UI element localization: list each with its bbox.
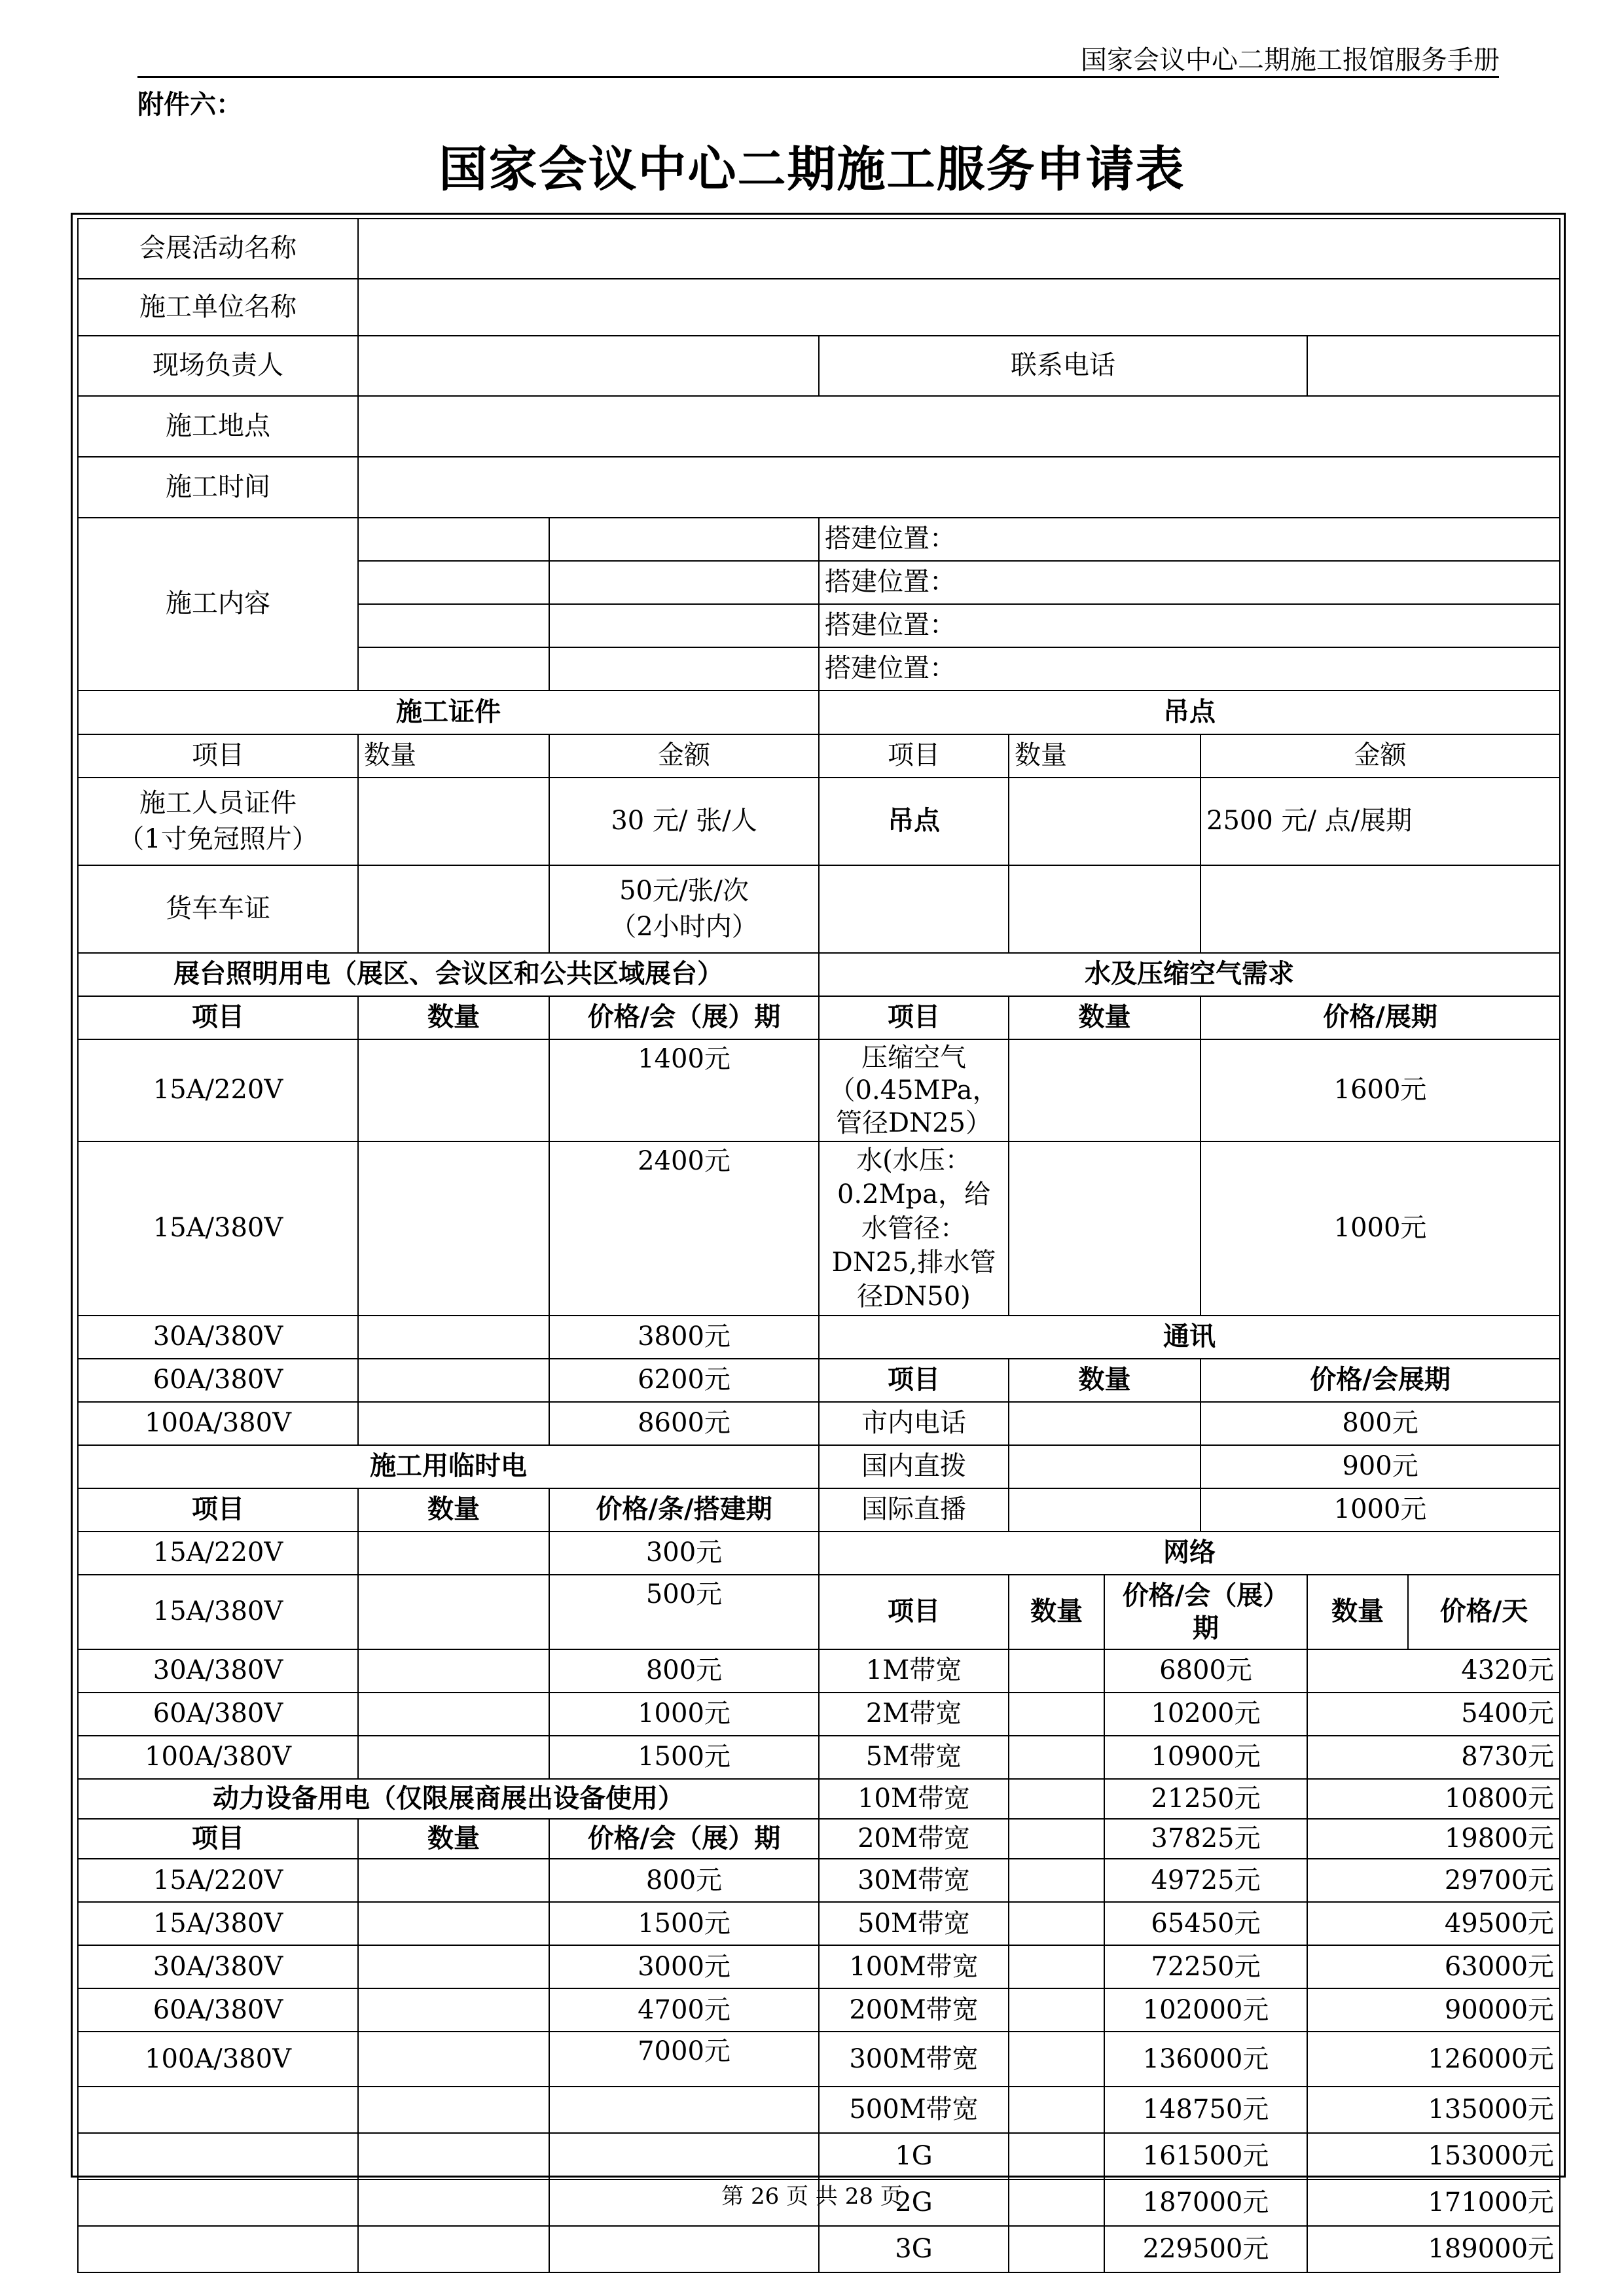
booth-power-item: 60A/380V xyxy=(78,1359,358,1402)
input-time[interactable] xyxy=(358,457,1560,518)
network-qty[interactable] xyxy=(1009,2226,1104,2272)
temp-power-col-price: 价格/条/搭建期 xyxy=(549,1488,819,1532)
table-row xyxy=(78,1779,1560,1819)
equipment-power-qty[interactable] xyxy=(358,1988,549,2032)
telecom-qty[interactable] xyxy=(1009,1402,1200,1445)
row-content-1 xyxy=(78,518,1560,561)
water-air-item-line1: 水(水压：0.2Mpa，给 xyxy=(837,1145,991,1210)
equipment-power-price: 3000元 xyxy=(549,1945,819,1988)
equipment-power-qty[interactable] xyxy=(358,2032,549,2087)
equipment-power-price: 4700元 xyxy=(549,1988,819,2032)
network-price-day: 29700元 xyxy=(1307,1859,1560,1902)
temp-power-qty[interactable] xyxy=(358,1532,549,1575)
booth-power-price: 8600元 xyxy=(549,1402,819,1445)
label-site-manager: 现场负责人 xyxy=(78,336,358,396)
temp-power-qty[interactable] xyxy=(358,1575,549,1649)
permits-col-amount: 金额 xyxy=(549,734,819,778)
equipment-power-col-qty: 数量 xyxy=(358,1819,549,1859)
network-price-event: 229500元 xyxy=(1104,2226,1307,2272)
booth-power-qty[interactable] xyxy=(358,1141,549,1316)
application-form-table xyxy=(77,218,1561,2273)
table-row xyxy=(78,1988,1560,2032)
input-site-manager[interactable] xyxy=(358,336,819,396)
label-phone: 联系电话 xyxy=(819,336,1307,396)
temp-power-item: 15A/220V xyxy=(78,1532,358,1575)
water-air-item xyxy=(819,1141,1009,1316)
temp-power-qty[interactable] xyxy=(358,1736,549,1779)
table-row xyxy=(78,2032,1560,2087)
water-air-item-line1: 压缩空气（0.45MPa， xyxy=(829,1043,999,1105)
table-row xyxy=(78,1693,1560,1736)
row-booth-power-header xyxy=(78,996,1560,1039)
network-price-day: 10800元 xyxy=(1307,1779,1560,1819)
permit-staff-amount: 30 元/ 张/人 xyxy=(549,778,819,865)
network-qty[interactable] xyxy=(1009,1988,1104,2032)
network-item: 500M带宽 xyxy=(819,2087,1009,2133)
hoist-empty-qty[interactable] xyxy=(1009,865,1200,953)
temp-power-title: 施工用临时电 xyxy=(78,1445,819,1488)
water-air-item-line2: 水管径：DN25,排水管 xyxy=(831,1213,996,1278)
input-company-name[interactable] xyxy=(358,279,1560,336)
table-row xyxy=(78,1039,1560,1141)
network-col-qty2: 数量 xyxy=(1308,1575,1409,1649)
row-event-name xyxy=(78,219,1560,279)
row-site-manager xyxy=(78,336,1560,396)
water-air-title: 水及压缩空气需求 xyxy=(819,953,1560,996)
label-location: 施工地点 xyxy=(78,396,358,457)
network-price-day: 153000元 xyxy=(1307,2133,1560,2179)
equipment-power-price: 7000元 xyxy=(549,2032,819,2087)
input-content-1a[interactable] xyxy=(358,518,549,561)
network-item: 300M带宽 xyxy=(819,2032,1009,2087)
water-air-col-price: 价格/展期 xyxy=(1200,996,1560,1039)
temp-power-item: 30A/380V xyxy=(78,1649,358,1693)
table-row xyxy=(78,1532,1560,1575)
water-air-col-qty: 数量 xyxy=(1009,996,1200,1039)
booth-power-item: 15A/220V xyxy=(78,1039,358,1141)
input-content-3b[interactable] xyxy=(549,604,819,647)
water-air-item-line2: 管径DN25） xyxy=(836,1108,992,1138)
empty-cell[interactable] xyxy=(358,2087,549,2133)
network-price-day: 135000元 xyxy=(1307,2087,1560,2133)
network-item: 50M带宽 xyxy=(819,1902,1009,1945)
network-col-qty: 数量 xyxy=(1009,1575,1104,1649)
water-air-col-item: 项目 xyxy=(819,996,1009,1039)
equipment-power-qty[interactable] xyxy=(358,1902,549,1945)
network-item: 30M带宽 xyxy=(819,1859,1009,1902)
permit-truck-amount xyxy=(549,865,819,953)
permit-staff-item-line2: （1寸免冠照片） xyxy=(118,824,318,854)
row-permit-staff xyxy=(78,778,1560,865)
temp-power-price: 1000元 xyxy=(549,1693,819,1736)
table-row xyxy=(78,1902,1560,1945)
label-event-name: 会展活动名称 xyxy=(78,219,358,279)
equipment-power-price: 1500元 xyxy=(549,1902,819,1945)
temp-power-price: 800元 xyxy=(549,1649,819,1693)
input-content-2b[interactable] xyxy=(549,561,819,604)
empty-cell[interactable] xyxy=(358,2226,549,2272)
temp-power-price: 500元 xyxy=(549,1575,819,1649)
water-air-price: 1000元 xyxy=(1200,1141,1560,1316)
network-price-day: 4320元 xyxy=(1307,1649,1560,1693)
network-item: 2G xyxy=(819,2179,1009,2226)
table-row xyxy=(78,2133,1560,2179)
header-title: 国家会议中心二期施工报馆服务手册 xyxy=(1081,45,1500,75)
row-booth-power-title xyxy=(78,953,1560,996)
network-item: 2M带宽 xyxy=(819,1693,1009,1736)
network-price-event: 187000元 xyxy=(1104,2179,1307,2226)
equipment-power-qty[interactable] xyxy=(358,1859,549,1902)
network-price-event: 72250元 xyxy=(1104,1945,1307,1988)
water-air-qty[interactable] xyxy=(1009,1141,1200,1316)
booth-power-qty[interactable] xyxy=(358,1039,549,1141)
temp-power-item: 15A/380V xyxy=(78,1575,358,1649)
telecom-col-item: 项目 xyxy=(819,1359,1009,1402)
network-item: 100M带宽 xyxy=(819,1945,1009,1988)
row-permits-title xyxy=(78,691,1560,734)
water-air-item-line3: 径DN50) xyxy=(857,1282,971,1312)
input-content-2a[interactable] xyxy=(358,561,549,604)
empty-cell[interactable] xyxy=(549,2226,819,2272)
temp-power-qty[interactable] xyxy=(358,1649,549,1693)
equipment-power-title: 动力设备用电（仅限展商展出设备使用） xyxy=(78,1779,819,1819)
network-col-price-event: 价格/会（展）期 xyxy=(1104,1575,1307,1649)
label-content: 施工内容 xyxy=(78,518,358,691)
telecom-item: 国际直播 xyxy=(819,1488,1009,1532)
temp-power-price: 1500元 xyxy=(549,1736,819,1779)
network-price-event: 136000元 xyxy=(1104,2032,1307,2087)
network-price-day: 8730元 xyxy=(1307,1736,1560,1779)
network-qty[interactable] xyxy=(1009,1736,1104,1779)
equipment-power-item: 30A/380V xyxy=(78,1945,358,1988)
equipment-power-item: 100A/380V xyxy=(78,2032,358,2087)
input-content-1b[interactable] xyxy=(549,518,819,561)
equipment-power-col-price: 价格/会（展）期 xyxy=(549,1819,819,1859)
table-row xyxy=(78,1575,1560,1649)
booth-power-item: 15A/380V xyxy=(78,1141,358,1316)
booth-power-price: 3800元 xyxy=(549,1316,819,1359)
table-row xyxy=(78,1445,1560,1488)
equipment-power-item: 15A/380V xyxy=(78,1902,358,1945)
input-content-4b[interactable] xyxy=(549,647,819,691)
telecom-col-price: 价格/会展期 xyxy=(1200,1359,1560,1402)
network-item: 200M带宽 xyxy=(819,1988,1009,2032)
telecom-col-qty: 数量 xyxy=(1009,1359,1200,1402)
equipment-power-col-item: 项目 xyxy=(78,1819,358,1859)
table-row xyxy=(78,1141,1560,1316)
input-content-3a[interactable] xyxy=(358,604,549,647)
build-position-1[interactable]: 搭建位置： xyxy=(819,518,1560,561)
hoist-col-item: 项目 xyxy=(819,734,1009,778)
temp-power-col-qty: 数量 xyxy=(358,1488,549,1532)
label-company-name: 施工单位名称 xyxy=(78,279,358,336)
network-item: 3G xyxy=(819,2226,1009,2272)
network-price-event: 37825元 xyxy=(1104,1819,1307,1859)
telecom-qty[interactable] xyxy=(1009,1488,1200,1532)
table-row xyxy=(78,1945,1560,1988)
network-qty[interactable] xyxy=(1009,2087,1104,2133)
network-qty[interactable] xyxy=(1009,2032,1104,2087)
telecom-price: 900元 xyxy=(1200,1445,1560,1488)
network-qty[interactable] xyxy=(1009,1945,1104,1988)
table-row xyxy=(78,1359,1560,1402)
network-item: 10M带宽 xyxy=(819,1779,1009,1819)
network-title: 网络 xyxy=(819,1532,1560,1575)
table-row xyxy=(78,2087,1560,2133)
header-divider xyxy=(137,76,1499,78)
table-row xyxy=(78,1736,1560,1779)
permits-col-item: 项目 xyxy=(78,734,358,778)
network-price-day: 171000元 xyxy=(1307,2179,1560,2226)
network-qty[interactable] xyxy=(1009,1859,1104,1902)
table-row xyxy=(78,1316,1560,1359)
temp-power-item: 100A/380V xyxy=(78,1736,358,1779)
row-location xyxy=(78,396,1560,457)
booth-power-price: 6200元 xyxy=(549,1359,819,1402)
booth-power-qty[interactable] xyxy=(358,1316,549,1359)
input-event-name[interactable] xyxy=(358,219,1560,279)
page-footer: 第 26 页 共 28 页 xyxy=(721,2183,903,2210)
empty-cell[interactable] xyxy=(78,2087,358,2133)
network-item: 5M带宽 xyxy=(819,1736,1009,1779)
permits-col-qty: 数量 xyxy=(358,734,549,778)
network-qty[interactable] xyxy=(1009,1902,1104,1945)
permit-truck-item: 货车车证 xyxy=(78,865,358,953)
hoist-qty[interactable] xyxy=(1009,778,1200,865)
network-price-day: 63000元 xyxy=(1307,1945,1560,1988)
row-time xyxy=(78,457,1560,518)
network-price-day: 49500元 xyxy=(1307,1902,1560,1945)
water-air-price: 1600元 xyxy=(1200,1039,1560,1141)
permit-truck-qty[interactable] xyxy=(358,865,549,953)
permit-staff-qty[interactable] xyxy=(358,778,549,865)
network-price-event: 10200元 xyxy=(1104,1693,1307,1736)
network-price-event: 10900元 xyxy=(1104,1736,1307,1779)
network-item: 1M带宽 xyxy=(819,1649,1009,1693)
temp-power-price: 300元 xyxy=(549,1532,819,1575)
hoist-col-amount: 金额 xyxy=(1200,734,1560,778)
hoist-title: 吊点 xyxy=(819,691,1560,734)
booth-power-price: 2400元 xyxy=(549,1141,819,1316)
network-qty[interactable] xyxy=(1009,1693,1104,1736)
permit-truck-amount-line1: 50元/张/次 xyxy=(619,875,749,906)
booth-power-qty[interactable] xyxy=(358,1402,549,1445)
network-col-item: 项目 xyxy=(819,1575,1009,1649)
network-price-event: 49725元 xyxy=(1104,1859,1307,1902)
water-air-qty[interactable] xyxy=(1009,1039,1200,1141)
hoist-item: 吊点 xyxy=(819,778,1009,865)
equipment-power-item: 15A/220V xyxy=(78,1859,358,1902)
network-qty[interactable] xyxy=(1009,1649,1104,1693)
label-time: 施工时间 xyxy=(78,457,358,518)
temp-power-item: 60A/380V xyxy=(78,1693,358,1736)
telecom-price: 800元 xyxy=(1200,1402,1560,1445)
telecom-qty[interactable] xyxy=(1009,1445,1200,1488)
telecom-title: 通讯 xyxy=(819,1316,1560,1359)
temp-power-qty[interactable] xyxy=(358,1693,549,1736)
permits-title: 施工证件 xyxy=(78,691,819,734)
network-item: 1G xyxy=(819,2133,1009,2179)
row-company-name xyxy=(78,279,1560,336)
input-phone[interactable] xyxy=(1307,336,1560,396)
hoist-empty-amount[interactable] xyxy=(1200,865,1560,953)
booth-power-price: 1400元 xyxy=(549,1039,819,1141)
booth-power-title: 展台照明用电（展区、会议区和公共区域展台） xyxy=(78,953,819,996)
temp-power-col-item: 项目 xyxy=(78,1488,358,1532)
network-col-price-day: 价格/天 xyxy=(1439,1596,1528,1627)
table-row xyxy=(78,1649,1560,1693)
row-permits-header xyxy=(78,734,1560,778)
booth-power-item: 30A/380V xyxy=(78,1316,358,1359)
build-position-3[interactable]: 搭建位置： xyxy=(819,604,1560,647)
row-permit-truck xyxy=(78,865,1560,953)
table-row xyxy=(78,1819,1560,1859)
empty-cell[interactable] xyxy=(549,2087,819,2133)
permit-truck-amount-line2: （2小时内） xyxy=(610,912,758,942)
booth-power-qty[interactable] xyxy=(358,1359,549,1402)
telecom-price: 1000元 xyxy=(1200,1488,1560,1532)
build-position-2[interactable]: 搭建位置： xyxy=(819,561,1560,604)
booth-power-col-qty: 数量 xyxy=(358,996,549,1039)
equipment-power-price: 800元 xyxy=(549,1859,819,1902)
permit-staff-item xyxy=(78,778,358,865)
document-title: 国家会议中心二期施工服务申请表 xyxy=(439,141,1185,198)
build-position-4[interactable]: 搭建位置： xyxy=(819,647,1560,691)
network-price-day: 19800元 xyxy=(1307,1819,1560,1859)
hoist-amount: 2500 元/ 点/展期 xyxy=(1200,778,1560,865)
empty-cell[interactable] xyxy=(358,2133,549,2179)
network-qty[interactable] xyxy=(1009,1819,1104,1859)
booth-power-item: 100A/380V xyxy=(78,1402,358,1445)
empty-cell[interactable] xyxy=(549,2133,819,2179)
network-price-day: 189000元 xyxy=(1307,2226,1560,2272)
telecom-item: 市内电话 xyxy=(819,1402,1009,1445)
network-price-event: 148750元 xyxy=(1104,2087,1307,2133)
input-content-4a[interactable] xyxy=(358,647,549,691)
network-item: 20M带宽 xyxy=(819,1819,1009,1859)
permit-staff-item-line1: 施工人员证件 xyxy=(139,787,297,818)
telecom-item: 国内直拨 xyxy=(819,1445,1009,1488)
table-row xyxy=(78,1402,1560,1445)
equipment-power-qty[interactable] xyxy=(358,1945,549,1988)
input-location[interactable] xyxy=(358,396,1560,457)
equipment-power-item: 60A/380V xyxy=(78,1988,358,2032)
hoist-col-qty: 数量 xyxy=(1009,734,1200,778)
table-row xyxy=(78,2226,1560,2272)
network-price-day: 126000元 xyxy=(1307,2032,1560,2087)
network-price-event: 102000元 xyxy=(1104,1988,1307,2032)
table-row xyxy=(78,1488,1560,1532)
booth-power-col-item: 项目 xyxy=(78,996,358,1039)
network-price-day: 5400元 xyxy=(1307,1693,1560,1736)
network-price-day: 90000元 xyxy=(1307,1988,1560,2032)
attachment-label: 附件六： xyxy=(137,90,242,120)
hoist-empty-item[interactable] xyxy=(819,865,1009,953)
network-qty[interactable] xyxy=(1009,2133,1104,2179)
network-price-event: 6800元 xyxy=(1104,1649,1307,1693)
table-row xyxy=(78,1859,1560,1902)
empty-cell[interactable] xyxy=(78,2226,358,2272)
booth-power-col-price: 价格/会（展）期 xyxy=(549,996,819,1039)
network-price-event: 21250元 xyxy=(1104,1779,1307,1819)
network-price-event: 65450元 xyxy=(1104,1902,1307,1945)
network-day-header xyxy=(1307,1575,1560,1649)
empty-cell[interactable] xyxy=(78,2133,358,2179)
network-price-event: 161500元 xyxy=(1104,2133,1307,2179)
water-air-item xyxy=(819,1039,1009,1141)
network-qty[interactable] xyxy=(1009,1779,1104,1819)
